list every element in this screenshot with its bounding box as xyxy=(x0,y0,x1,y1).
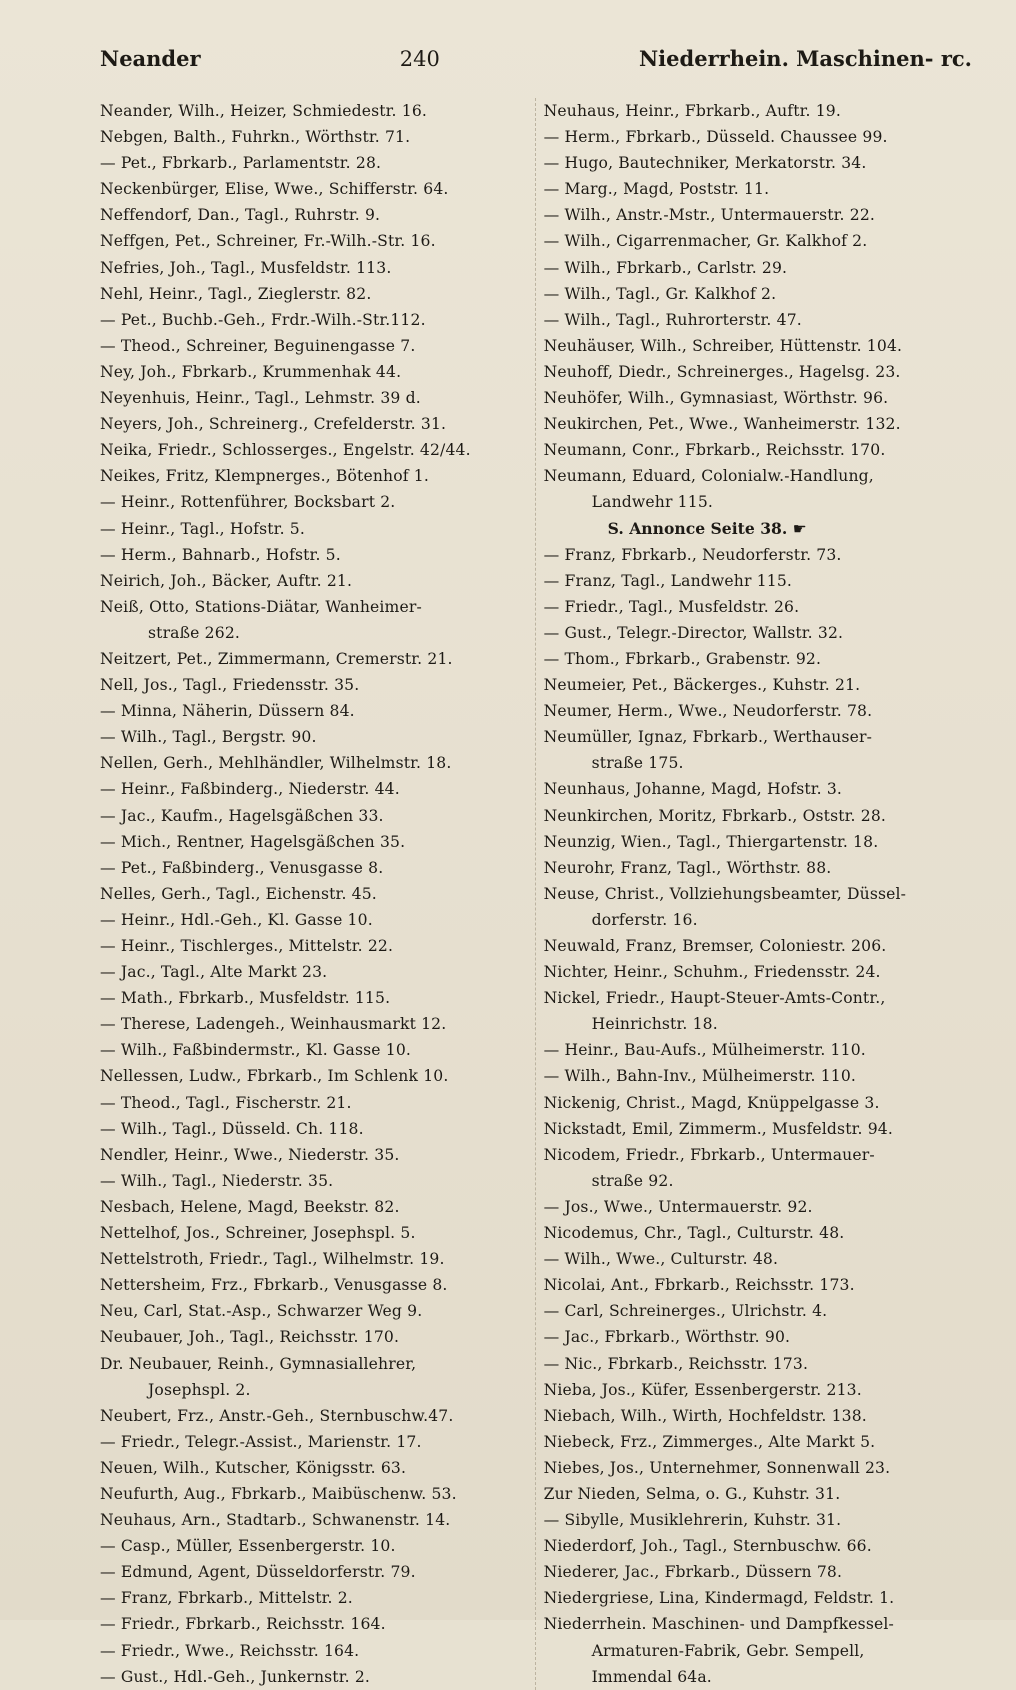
pointing-hand-icon: ☛ xyxy=(792,519,807,538)
directory-entry: — Wilh., Tagl., Bergstr. 90. xyxy=(100,728,317,747)
columns xyxy=(100,98,972,1690)
directory-entry: Neufurth, Aug., Fbrkarb., Maibüschenw. 53. xyxy=(100,1484,457,1503)
directory-entry: — Jac., Tagl., Alte Markt 23. xyxy=(100,963,328,982)
directory-entry: dorferstr. 16. xyxy=(591,910,698,929)
directory-entry: — Nic., Fbrkarb., Reichsstr. 173. xyxy=(543,1354,809,1373)
directory-entry: — Heinr., Tischlerges., Mittelstr. 22. xyxy=(100,937,394,955)
directory-entry: — Hugo, Bautechniker, Merkatorstr. 34. xyxy=(543,154,867,173)
directory-entry: — Gust., Telegr.-Director, Wallstr. 32. xyxy=(543,623,844,642)
directory-entry: — Wilh., Faßbindermstr., Kl. Gasse 10. xyxy=(100,1041,412,1060)
directory-entry: Nicodem, Friedr., Fbrkarb., Untermauer- xyxy=(543,1145,875,1164)
directory-entry: Neika, Friedr., Schlosserges., Engelstr. 42/44. xyxy=(100,441,471,460)
directory-entry: Neuhaus, Heinr., Fbrkarb., Auftr. 19. xyxy=(543,102,841,120)
left-column xyxy=(100,98,519,1690)
directory-entry: — Heinr., Tagl., Hofstr. 5. xyxy=(100,519,305,538)
page-number: 240 xyxy=(399,47,440,71)
directory-entry: Neumeier, Pet., Bäckerges., Kuhstr. 21. xyxy=(543,676,861,695)
directory-entry: Niederdorf, Joh., Tagl., Sternbuschw. 66. xyxy=(543,1537,872,1556)
directory-entry: — Franz, Fbrkarb., Mittelstr. 2. xyxy=(100,1589,353,1608)
directory-entry: — Heinr., Bau-Aufs., Mülheimerstr. 110. xyxy=(543,1041,866,1060)
directory-entry: Neubert, Frz., Anstr.-Geh., Sternbuschw.47. xyxy=(100,1406,454,1425)
directory-entry: Neikes, Fritz, Klempnerges., Bötenhof 1. xyxy=(100,467,429,486)
directory-entry: Neuhoff, Diedr., Schreinerges., Hagelsg. 23. xyxy=(543,362,901,381)
directory-entry: Neumann, Conr., Fbrkarb., Reichsstr. 170. xyxy=(543,441,886,460)
directory-entry: Nichter, Heinr., Schuhm., Friedensstr. 24. xyxy=(543,963,881,982)
directory-entry: Nieba, Jos., Küfer, Essenbergerstr. 213. xyxy=(543,1380,862,1399)
directory-entry: — Minna, Näherin, Düssern 84. xyxy=(100,702,355,721)
directory-entry: — Wilh., Fbrkarb., Carlstr. 29. xyxy=(543,258,788,277)
directory-entry: Niebeck, Frz., Zimmerges., Alte Markt 5. xyxy=(543,1432,876,1451)
directory-entry: — Wilh., Tagl., Niederstr. 35. xyxy=(100,1171,334,1190)
directory-entry: — Thom., Fbrkarb., Grabenstr. 92. xyxy=(543,649,822,668)
directory-entry: Nicodemus, Chr., Tagl., Culturstr. 48. xyxy=(543,1224,845,1243)
directory-entry: Neumer, Herm., Wwe., Neudorferstr. 78. xyxy=(543,702,873,721)
directory-entry: Neitzert, Pet., Zimmermann, Cremerstr. 21. xyxy=(100,649,453,668)
directory-entry: Nesbach, Helene, Magd, Beekstr. 82. xyxy=(100,1197,400,1216)
directory-entry: — Wilh., Tagl., Ruhrorterstr. 47. xyxy=(543,310,802,329)
directory-entry: Neuhaus, Arn., Stadtarb., Schwanenstr. 14. xyxy=(100,1511,451,1530)
directory-entry: Neuse, Christ., Vollziehungsbeamter, Düssel- xyxy=(543,884,907,903)
directory-entry: Nell, Jos., Tagl., Friedensstr. 35. xyxy=(100,676,360,695)
directory-entry: Neubauer, Joh., Tagl., Reichsstr. 170. xyxy=(100,1328,400,1347)
directory-entry: Niedergriese, Lina, Kindermagd, Feldstr. 1. xyxy=(543,1589,895,1608)
directory-entry: — Friedr., Telegr.-Assist., Marienstr. 17. xyxy=(100,1432,422,1451)
directory-entry: — Edmund, Agent, Düsseldorferstr. 79. xyxy=(100,1563,416,1582)
right-column-lower xyxy=(544,542,972,1690)
directory-entry: Nickenig, Christ., Magd, Knüppelgasse 3. xyxy=(543,1093,880,1112)
directory-entry: Nellessen, Ludw., Fbrkarb., Im Schlenk 10. xyxy=(100,1067,449,1086)
directory-entry: Neunhaus, Johanne, Magd, Hofstr. 3. xyxy=(543,780,843,799)
directory-entry: — Herm., Bahnarb., Hofstr. 5. xyxy=(100,545,341,564)
directory-entry: Neirich, Joh., Bäcker, Auftr. 21. xyxy=(100,571,353,590)
directory-entry: Zur Nieden, Selma, o. G., Kuhstr. 31. xyxy=(543,1484,841,1503)
directory-entry: — Friedr., Tagl., Musfeldstr. 26. xyxy=(543,597,800,616)
directory-entry: straße 262. xyxy=(148,623,240,642)
directory-entry: — Jac., Fbrkarb., Wörthstr. 90. xyxy=(543,1328,791,1347)
right-column xyxy=(535,98,972,1690)
directory-entry: — Pet., Fbrkarb., Parlamentstr. 28. xyxy=(100,154,382,173)
directory-entry: — Wilh., Tagl., Gr. Kalkhof 2. xyxy=(543,284,777,303)
directory-entry: — Wilh., Cigarrenmacher, Gr. Kalkhof 2. xyxy=(543,232,868,251)
directory-entry: — Marg., Magd, Poststr. 11. xyxy=(543,180,770,199)
directory-entry: Nehl, Heinr., Tagl., Zieglerstr. 82. xyxy=(100,284,372,303)
directory-entry: Neckenbürger, Elise, Wwe., Schifferstr. 64. xyxy=(100,180,449,199)
directory-entry: Neuen, Wilh., Kutscher, Königsstr. 63. xyxy=(100,1458,407,1477)
directory-entry: — Franz, Fbrkarb., Neudorferstr. 73. xyxy=(543,545,842,564)
directory-entry: — Carl, Schreinerges., Ulrichstr. 4. xyxy=(543,1302,828,1321)
directory-entry: Neander, Wilh., Heizer, Schmiedestr. 16. xyxy=(100,102,428,120)
directory-entry: — Theod., Schreiner, Beguinengasse 7. xyxy=(100,336,416,355)
directory-entry: Neunkirchen, Moritz, Fbrkarb., Oststr. 28. xyxy=(543,806,887,825)
directory-entry: — Jos., Wwe., Untermauerstr. 92. xyxy=(543,1197,813,1216)
directory-entry: — Gust., Hdl.-Geh., Junkernstr. 2. xyxy=(100,1667,370,1686)
directory-entry: Niebes, Jos., Unternehmer, Sonnenwall 23. xyxy=(543,1458,891,1477)
directory-entry: — Herm., Fbrkarb., Düsseld. Chaussee 99. xyxy=(543,128,888,147)
right-column-upper xyxy=(544,98,972,516)
directory-entry: — Franz, Tagl., Landwehr 115. xyxy=(543,571,793,590)
directory-entry: — Pet., Buchb.-Geh., Frdr.-Wilh.-Str.112. xyxy=(100,310,426,329)
directory-entry: Nelles, Gerh., Tagl., Eichenstr. 45. xyxy=(100,884,377,903)
directory-entry: — Heinr., Faßbinderg., Niederstr. 44. xyxy=(100,780,400,799)
directory-entry: Nickstadt, Emil, Zimmerm., Musfeldstr. 94. xyxy=(543,1119,893,1138)
header-left-keyword: Neander xyxy=(100,46,201,71)
directory-entry: Neunzig, Wien., Tagl., Thiergartenstr. 18. xyxy=(543,832,879,851)
directory-entry: Neuwald, Franz, Bremser, Coloniestr. 206. xyxy=(543,937,887,955)
directory-entry: — Sibylle, Musiklehrerin, Kuhstr. 31. xyxy=(543,1511,842,1530)
directory-entry: — Heinr., Hdl.-Geh., Kl. Gasse 10. xyxy=(100,910,373,929)
directory-entry: Nebgen, Balth., Fuhrkn., Wörthstr. 71. xyxy=(100,128,411,147)
directory-entry: — Friedr., Wwe., Reichsstr. 164. xyxy=(100,1641,360,1660)
directory-entry: — Casp., Müller, Essenbergerstr. 10. xyxy=(100,1537,396,1556)
directory-entry: Neuhäuser, Wilh., Schreiber, Hüttenstr. 104. xyxy=(543,336,903,355)
directory-entry: Neyenhuis, Heinr., Tagl., Lehmstr. 39 d. xyxy=(100,389,421,408)
directory-entry: — Friedr., Fbrkarb., Reichsstr. 164. xyxy=(100,1615,386,1634)
directory-entry: Nettersheim, Frz., Fbrkarb., Venusgasse 8. xyxy=(100,1276,448,1295)
directory-entry: — Wilh., Bahn-Inv., Mülheimerstr. 110. xyxy=(543,1067,857,1086)
directory-entry: Niederer, Jac., Fbrkarb., Düssern 78. xyxy=(543,1563,843,1582)
directory-entry: Niebach, Wilh., Wirth, Hochfeldstr. 138. xyxy=(543,1406,867,1425)
directory-entry: Neumüller, Ignaz, Fbrkarb., Werthauser- xyxy=(543,728,873,747)
directory-entry: Neffendorf, Dan., Tagl., Ruhrstr. 9. xyxy=(100,206,381,225)
directory-entry: Neumann, Eduard, Colonialw.-Handlung, xyxy=(543,467,874,486)
directory-entry: Neffgen, Pet., Schreiner, Fr.-Wilh.-Str. 16. xyxy=(100,232,436,251)
directory-entry: Nettelstroth, Friedr., Tagl., Wilhelmstr. 19. xyxy=(100,1250,445,1269)
directory-entry: Landwehr 115. xyxy=(591,493,714,512)
directory-entry: Dr. Neubauer, Reinh., Gymnasiallehrer, xyxy=(100,1354,417,1373)
directory-entry: Nicolai, Ant., Fbrkarb., Reichsstr. 173. xyxy=(543,1276,855,1295)
directory-entry: Nefries, Joh., Tagl., Musfeldstr. 113. xyxy=(100,258,392,277)
directory-entry: — Heinr., Rottenführer, Bocksbart 2. xyxy=(100,493,396,512)
directory-entry: Neyers, Joh., Schreinerg., Crefelderstr. 31. xyxy=(100,415,447,434)
directory-entry: Neurohr, Franz, Tagl., Wörthstr. 88. xyxy=(543,858,832,877)
page-header xyxy=(100,46,972,86)
directory-entry: — Therese, Ladengeh., Weinhausmarkt 12. xyxy=(100,1015,447,1034)
directory-entry: straße 175. xyxy=(591,754,684,773)
directory-entry: Nettelhof, Jos., Schreiner, Josephspl. 5. xyxy=(100,1224,416,1243)
directory-entry: straße 92. xyxy=(591,1171,674,1190)
directory-entry: — Jac., Kaufm., Hagelsgäßchen 33. xyxy=(100,806,384,825)
directory-entry: Immendal 64a. xyxy=(591,1667,712,1686)
directory-entry: Nickel, Friedr., Haupt-Steuer-Amts-Contr., xyxy=(543,989,886,1008)
directory-entry: — Math., Fbrkarb., Musfeldstr. 115. xyxy=(100,989,391,1008)
annonce-note xyxy=(544,516,972,542)
directory-entry: Armaturen-Fabrik, Gebr. Sempell, xyxy=(591,1641,865,1660)
directory-entry: — Wilh., Tagl., Düsseld. Ch. 118. xyxy=(100,1119,364,1138)
directory-entry: Neuhöfer, Wilh., Gymnasiast, Wörthstr. 96. xyxy=(543,389,889,408)
directory-entry: Josephspl. 2. xyxy=(148,1380,251,1399)
directory-entry: Niederrhein. Maschinen- und Dampfkessel- xyxy=(543,1615,894,1634)
directory-entry: — Pet., Faßbinderg., Venusgasse 8. xyxy=(100,858,384,877)
directory-entry: Neu, Carl, Stat.-Asp., Schwarzer Weg 9. xyxy=(100,1302,423,1321)
directory-entry: — Theod., Tagl., Fischerstr. 21. xyxy=(100,1093,352,1112)
directory-entry: Heinrichstr. 18. xyxy=(591,1015,718,1034)
header-right-keyword: Niederrhein. Maschinen- rc. xyxy=(638,46,972,71)
directory-entry: Nellen, Gerh., Mehlhändler, Wilhelmstr. 18. xyxy=(100,754,452,773)
directory-entry: Neiß, Otto, Stations-Diätar, Wanheimer- xyxy=(100,597,422,616)
annonce-text: S. Annonce Seite 38. xyxy=(607,518,788,538)
directory-entry: Ney, Joh., Fbrkarb., Krummenhak 44. xyxy=(100,362,402,381)
directory-entry: — Mich., Rentner, Hagelsgäßchen 35. xyxy=(100,832,406,851)
directory-entry: Nendler, Heinr., Wwe., Niederstr. 35. xyxy=(100,1145,400,1164)
directory-entry: Neukirchen, Pet., Wwe., Wanheimerstr. 132. xyxy=(543,415,901,434)
directory-entry: — Wilh., Wwe., Culturstr. 48. xyxy=(543,1250,779,1269)
directory-entry: — Wilh., Anstr.-Mstr., Untermauerstr. 22. xyxy=(543,206,876,225)
